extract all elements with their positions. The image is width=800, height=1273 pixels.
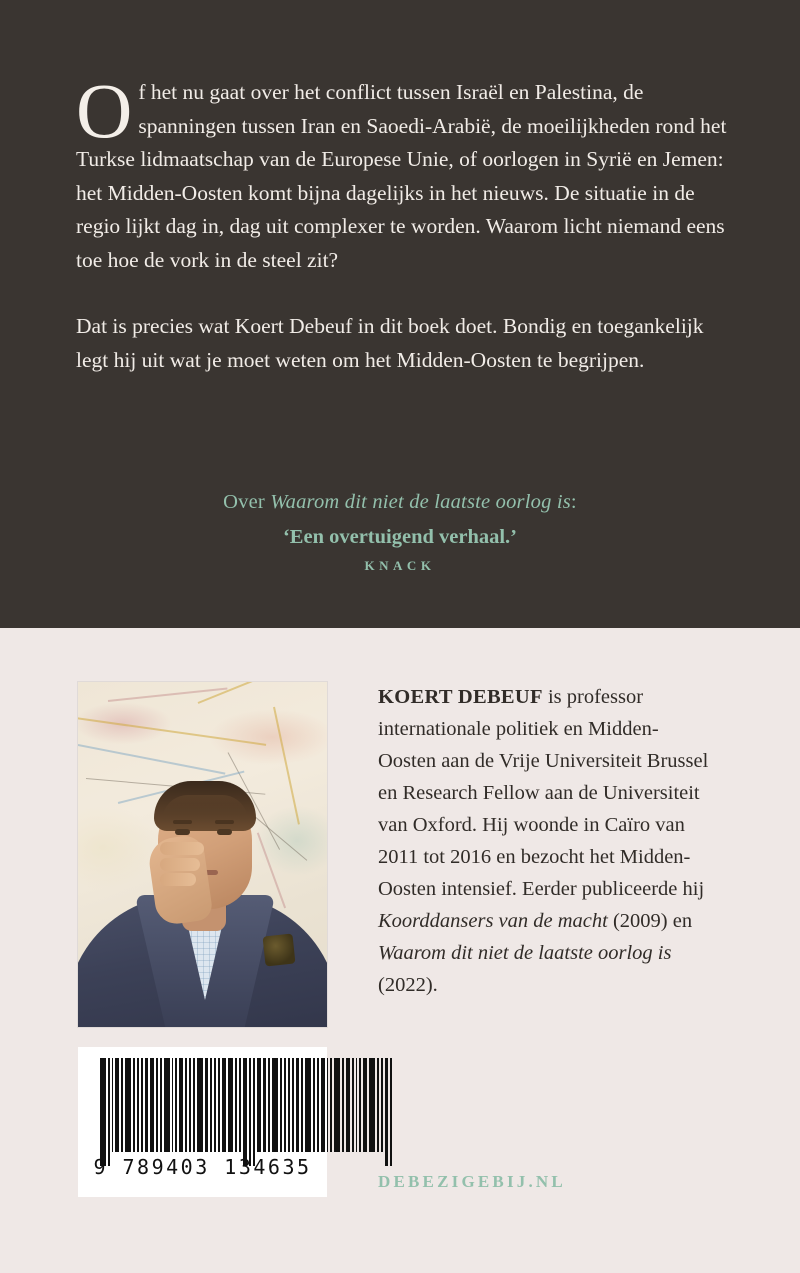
review-quote-block (0, 488, 800, 574)
author-bio (378, 681, 714, 1001)
eye-right (217, 829, 232, 835)
eyebrow-right (215, 820, 234, 824)
quote-intro-book-title: Waarom dit niet de laatste oorlog is (270, 491, 571, 513)
bio-part-3: (2022). (378, 974, 438, 996)
blurb-paragraph-1-text: f het nu gaat over het conflict tussen Israël en Palestina, de spanningen tussen Iran en Saoedi-Arabië, de moeilijkheden rond het Turkse lidmaatschap van de Europese Unie, of oorlogen in Syrië en Jemen: het Midden-Oosten komt bijna dagelijks in het nieuws. De situatie in de regio lijkt dag in, dag uit complexer te worden. Waarom licht niemand eens toe hoe de vork in de steel zit? (76, 80, 727, 272)
hair (154, 781, 256, 831)
isbn-number: 9 789403 134635 (93, 1155, 312, 1179)
pocket-square (263, 934, 296, 967)
author-photo (78, 682, 327, 1027)
quote-source: KNACK (364, 558, 436, 573)
quote-intro-prefix: Over (223, 491, 271, 513)
bio-book-title-2: Waarom dit niet de laatste oorlog is (378, 942, 672, 964)
blurb-paragraph-1 (76, 67, 728, 277)
drop-cap-letter: O (76, 67, 133, 154)
blurb-text (76, 67, 728, 377)
author-portrait-figure (78, 682, 327, 1027)
finger-3 (160, 873, 196, 886)
eye-left (175, 829, 190, 835)
top-dark-panel (0, 0, 800, 628)
barcode-bars (100, 1058, 394, 1152)
blurb-paragraph-2: Dat is precies wat Koert Debeuf in dit boek doet. Bondig en toegankelijk legt hij uit wat je moet weten om het Midden-Oosten te begrijpen. (76, 314, 704, 372)
eyebrow-left (173, 820, 192, 824)
publisher-url: DEBEZIGEBIJ.NL (378, 1172, 566, 1191)
bio-part-1: is professor internationale politiek en Midden-Oosten aan de Vrije Universiteit Brussel en Research Fellow aan de Universiteit van Oxford. Hij woonde in Caïro van 2011 tot 2016 en bezocht het Midden-Oosten intensief. Eerder publiceerde hij (378, 686, 709, 900)
author-name: KOERT DEBEUF (378, 686, 543, 708)
finger-2 (160, 858, 200, 871)
quote-text: ‘Een overtuigend verhaal.’ (282, 526, 518, 548)
finger-1 (160, 842, 204, 855)
quote-intro-suffix: : (570, 491, 577, 513)
bio-book-title-1: Koorddansers van de macht (378, 910, 608, 932)
barcode-box (78, 1047, 327, 1197)
bio-part-2: (2009) en (607, 910, 693, 932)
quote-intro (0, 488, 800, 516)
